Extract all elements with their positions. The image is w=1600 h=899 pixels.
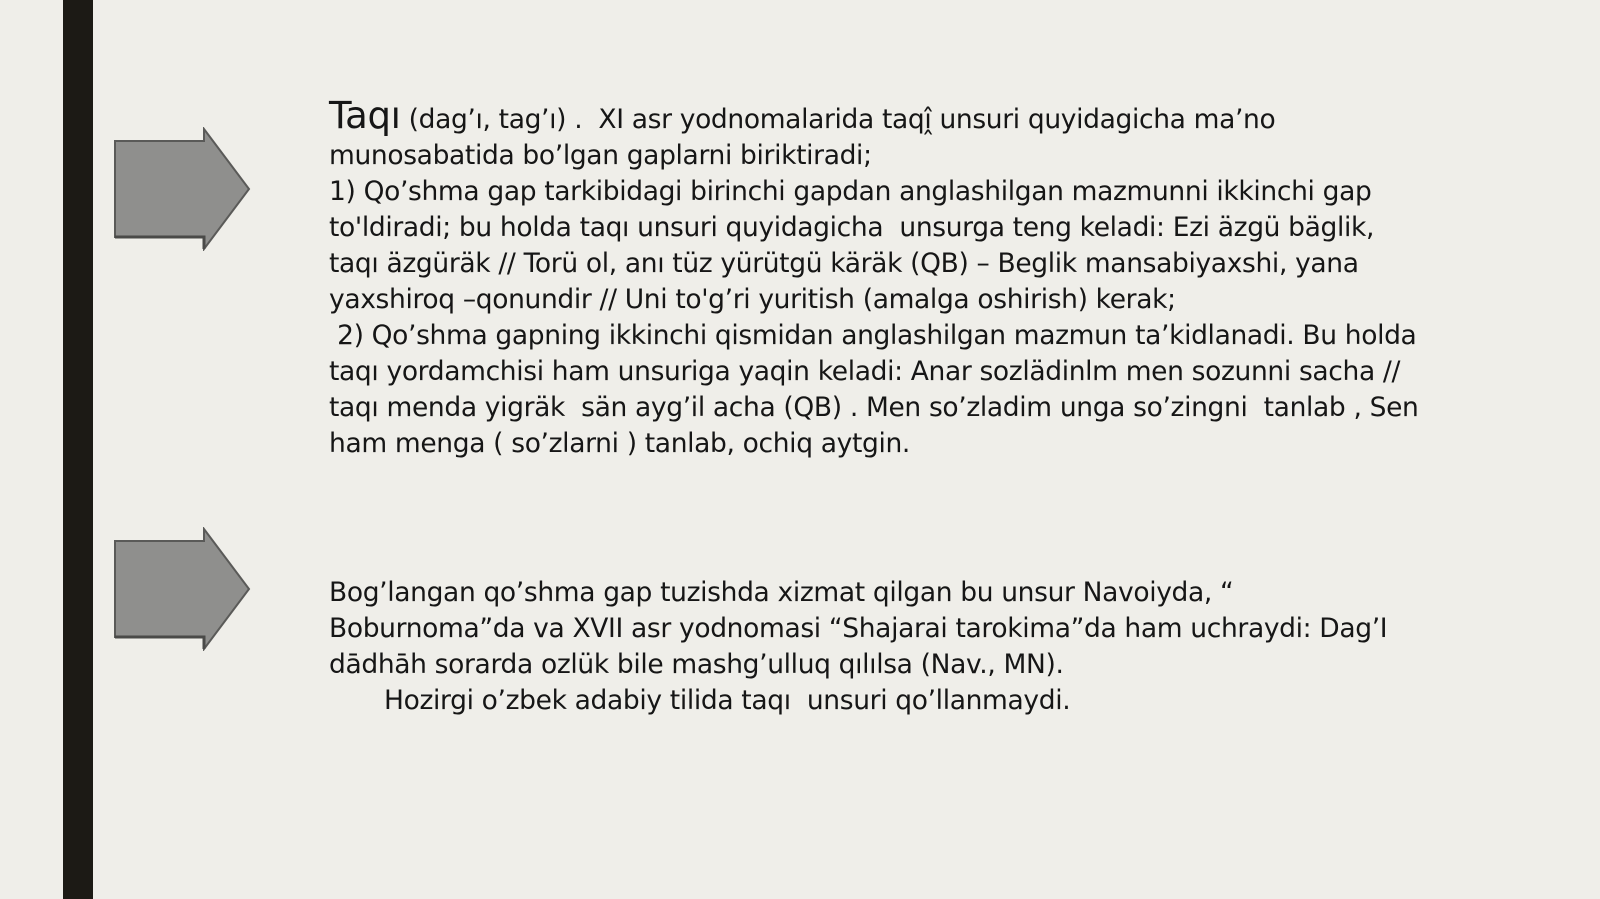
point-two: 2) Qo’shma gapning ikkinchi qismidan anglashilgan mazmun ta’kidlanadi. Bu holda taqı yordamchisi ham unsuriga yaqin keladi: Anar sozlädinlm men sozunni sacha // taqı menda yigräk sän ayg’il acha (QB) . Men so’zladim unga so’zingni tanlab , Sen ham menga ( so’zlarni ) tanlab, ochiq aytgin. [329, 320, 1427, 459]
arrow-shape [115, 129, 249, 249]
right-arrow-icon [112, 127, 252, 251]
modern-usage-paragraph: Hozirgi o’zbek adabiy tilida taqı unsuri qo’llanmaydi. [384, 685, 1071, 716]
side-bar [63, 0, 93, 899]
navoiy-paragraph: Bog’langan qo’shma gap tuzishda xizmat qilgan bu unsur Navoiyda, “ Boburnoma”da va XVII asr yodnomasi “Shajarai tarokima”da ham uchraydi: Dag’I dādhāh sorarda ozlük bile mashg’ulluq qılılsa (Nav., MN). [329, 577, 1396, 680]
right-arrow-icon [112, 527, 252, 651]
second-text-block [329, 575, 1429, 719]
arrow-shape [115, 529, 249, 649]
point-one: 1) Qo’shma gap tarkibidagi birinchi gapdan anglashilgan mazmunni ikkinchi gap to'ldiradi; bu holda taqı unsuri quyidagicha unsurga teng keladi: Ezi äzgü bäglik, taqı äzgüräk // Torü ol, anı tüz yürütgü käräk (QB) – Beglik mansabiyaxshi, yana yaxshiroq –qonundir // Uni to'g’ri yuritish (amalga oshirish) kerak; [329, 176, 1383, 315]
lead-word: Taqı [329, 94, 401, 137]
first-text-block [329, 94, 1429, 462]
intro-paragraph [329, 94, 1429, 174]
intro-text: (dag’ı, tag’ı) . XI asr yodnomalarida taqı̭̂ unsuri quyidagicha ma’no munosabatida bo’lgan gaplarni biriktiradi; [329, 104, 1284, 171]
